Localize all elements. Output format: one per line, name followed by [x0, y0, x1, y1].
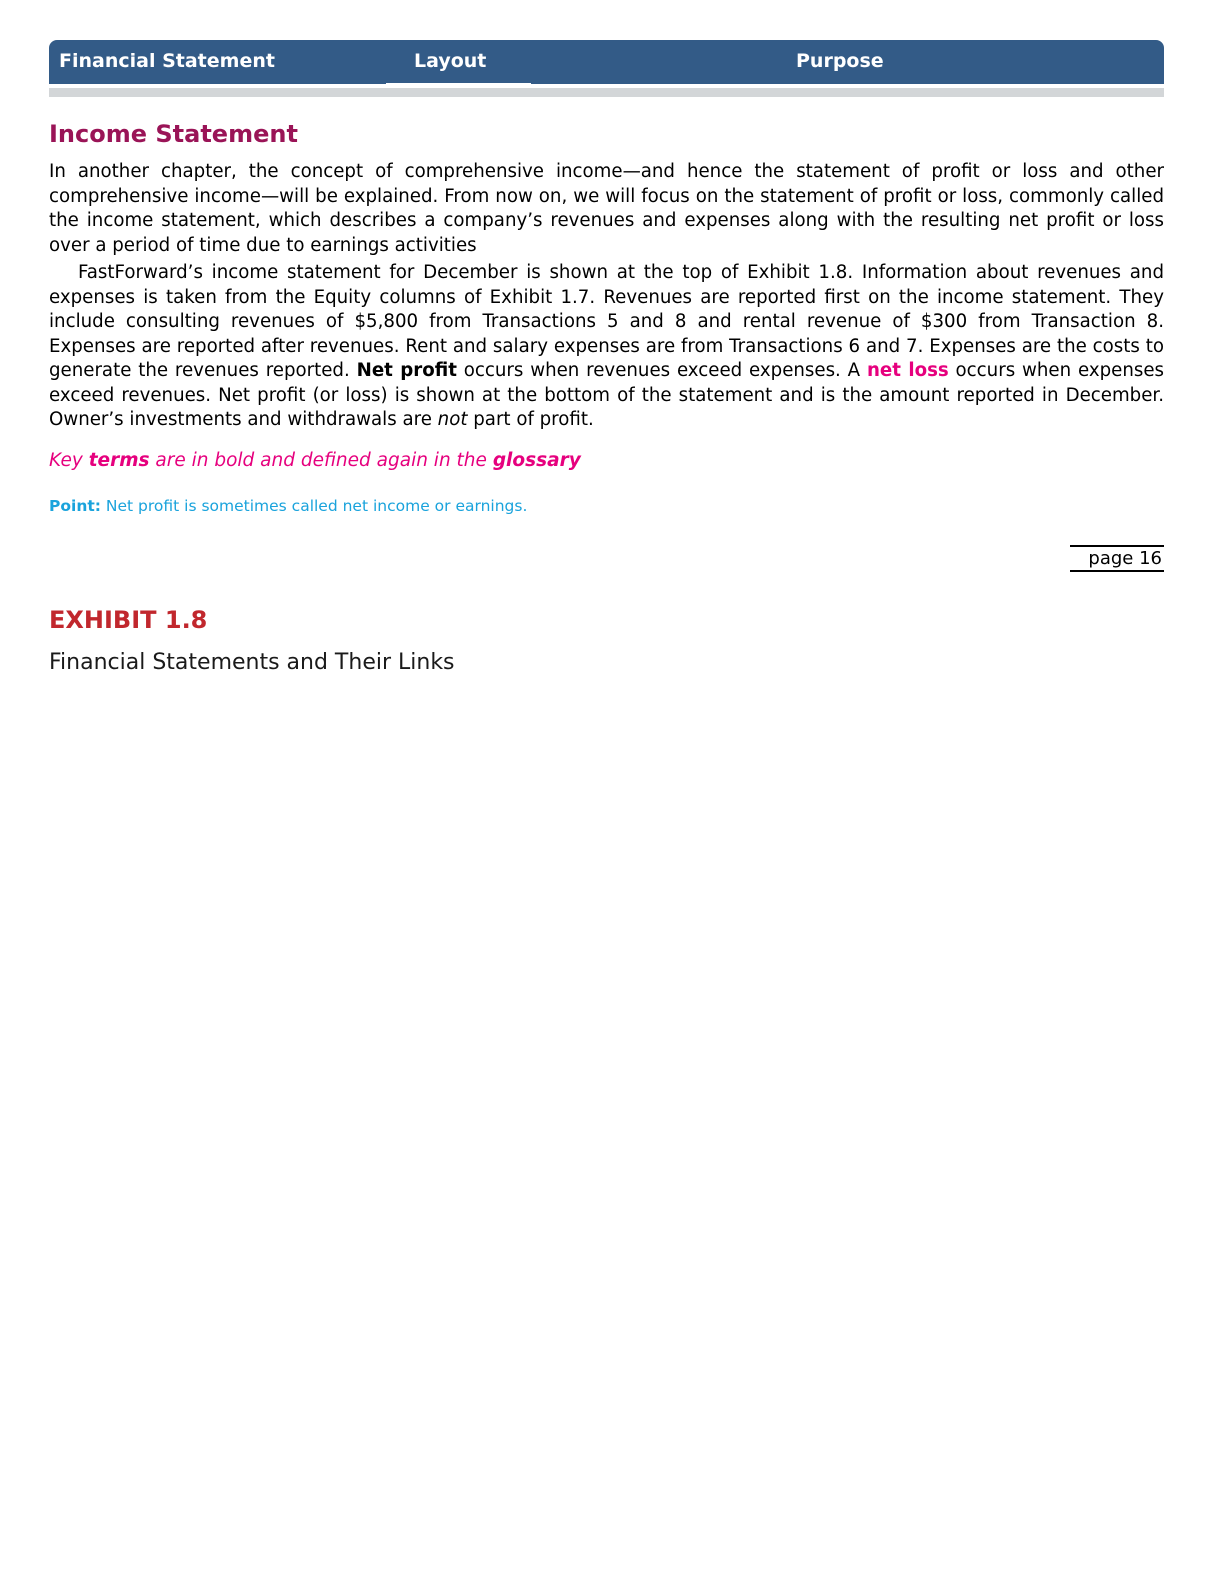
section-title: Income Statement — [49, 120, 298, 148]
paragraph-text: part of profit. — [467, 409, 594, 430]
paragraph-text: occurs when expenses exceed revenues. Net profit (or loss) is shown at the bottom of the statement and is the amount reported in December. Owner’s investments and withdrawals are — [49, 360, 1164, 430]
page-number: page 16 — [1070, 545, 1164, 572]
header-financial-statement: Financial Statement — [59, 50, 275, 72]
table-header-bar — [49, 40, 1164, 84]
point-note — [49, 497, 527, 515]
term-net-profit: Net profit — [356, 360, 457, 381]
note-glossary: glossary — [492, 450, 581, 471]
paragraph-text: occurs when revenues exceed expenses. A — [456, 360, 867, 381]
header-layout: Layout — [414, 50, 487, 72]
header-divider — [49, 88, 1164, 97]
emphasis-not: not — [437, 409, 468, 430]
exhibit-label: EXHIBIT 1.8 — [49, 606, 208, 634]
key-terms-note — [49, 450, 581, 471]
point-label: Point: — [49, 497, 101, 515]
paragraph-comprehensive-income: In another chapter, the concept of comprehensive income—and hence the statement of profit or loss and other comprehensive income—will be explained. From now on, we will focus on the statement of profit or loss, commonly called the income statement, which describes a company’s revenues and expenses along with the resulting net profit or loss over a period of time due to earnings activities — [49, 161, 1164, 256]
note-text: Key — [49, 450, 89, 471]
header-purpose: Purpose — [796, 50, 884, 72]
paragraph-income-statement — [49, 261, 1164, 433]
exhibit-caption: Financial Statements and Their Links — [49, 650, 455, 675]
note-terms: terms — [88, 450, 150, 471]
term-net-loss: net loss — [866, 360, 949, 381]
paragraph-text: FastForward’s income statement for December is shown at the top of Exhibit 1.8. Information about revenues and expenses is taken from the Equity columns of Exhibit 1.7. Revenues are reported first on the income statement. They include consulting revenues of $5,800 from Transactions 5 and 8 and rental revenue of $300 from Transaction 8. Expenses are reported after revenues. Rent and salary expenses are from Transactions 6 and 7. Expenses are the costs to generate the revenues reported. — [49, 262, 1164, 381]
point-text: Net profit is sometimes called net income or earnings. — [100, 497, 528, 515]
header-layout-underline — [386, 83, 531, 85]
note-text: are in bold and defined again in the — [149, 450, 493, 471]
